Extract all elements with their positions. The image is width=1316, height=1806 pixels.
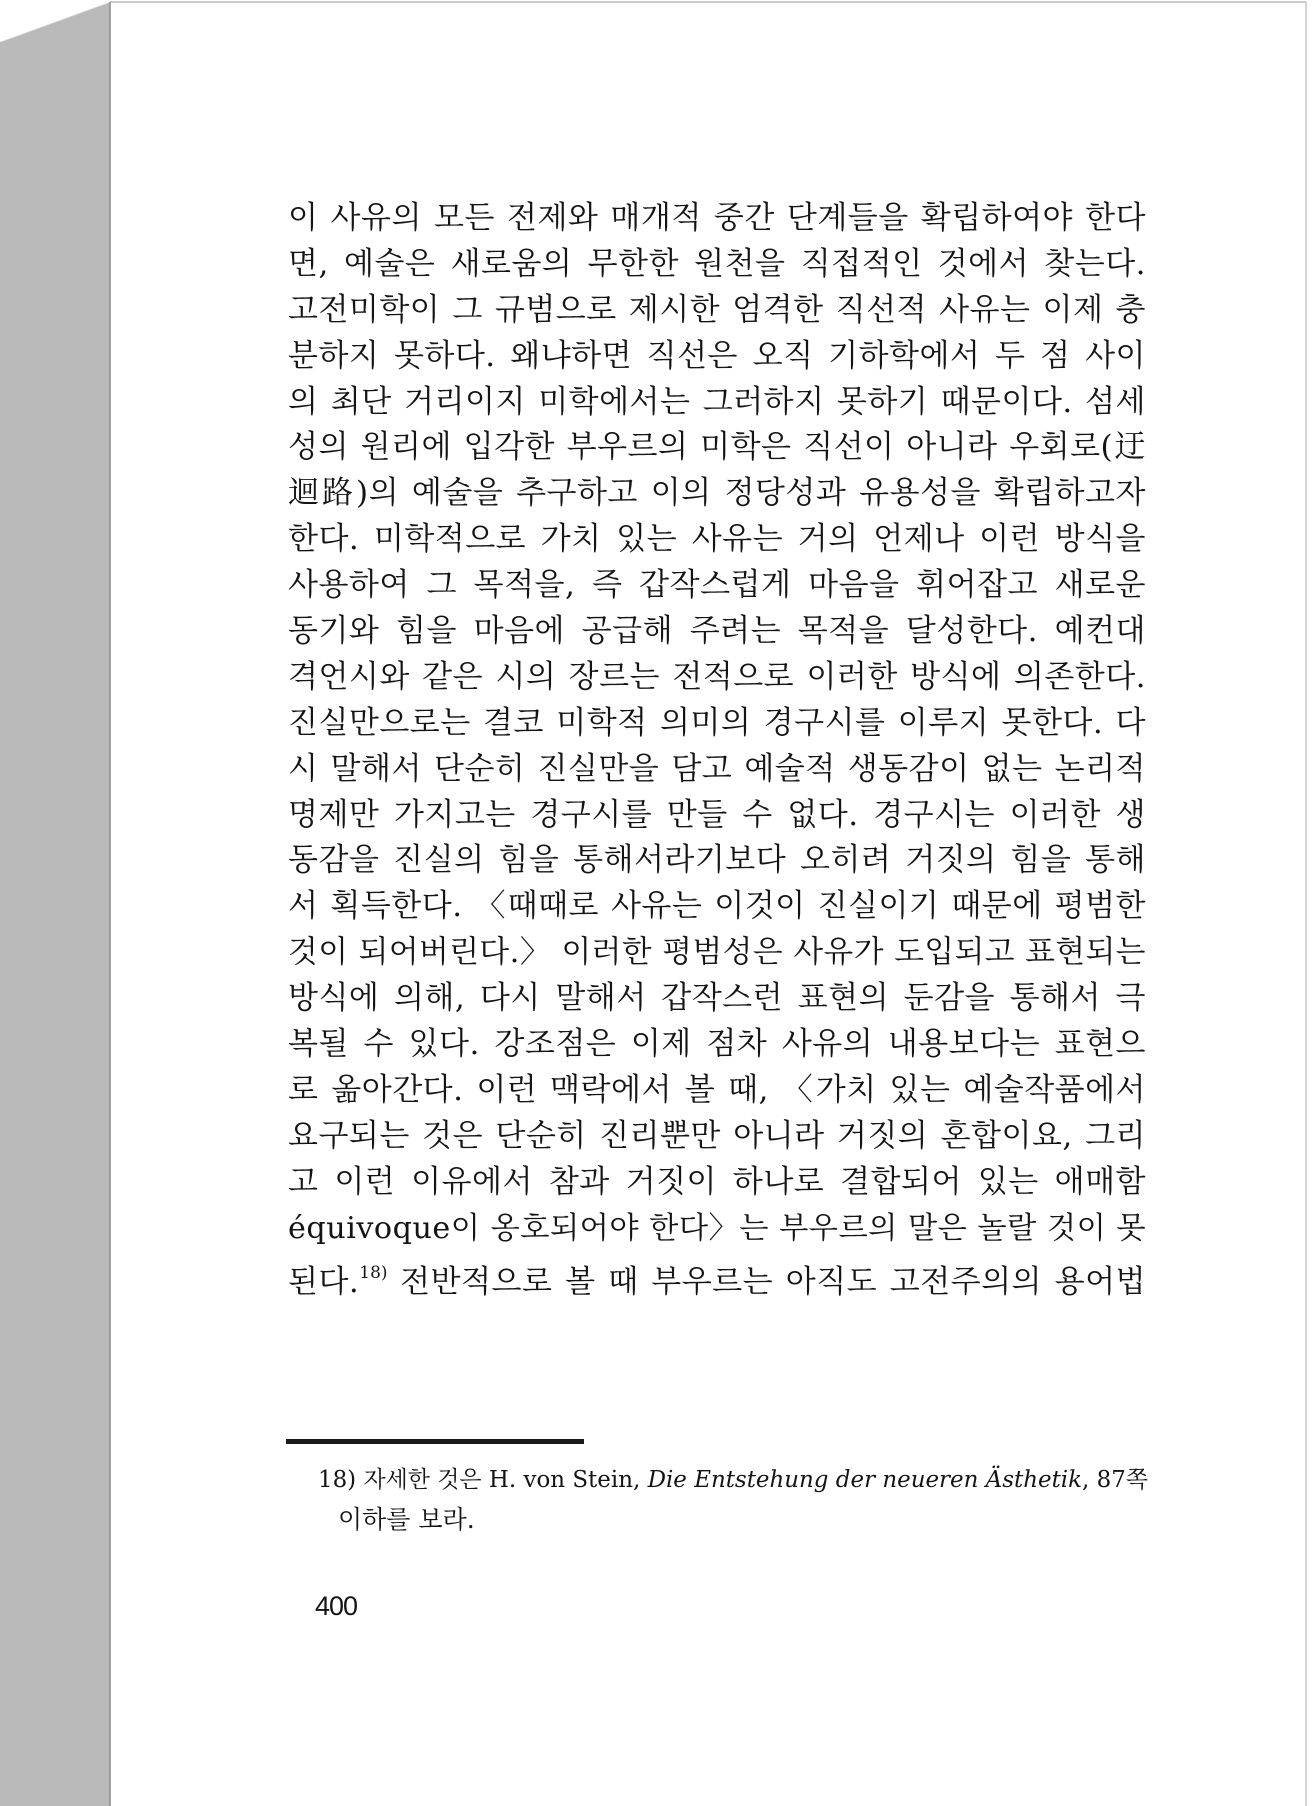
body-line: 동기와 힘을 마음에 공급해 주려는 목적을 달성한다. 예컨대 (288, 613, 1146, 650)
footnote-text-before-title: 자세한 것은 H. von Stein, (356, 1467, 648, 1493)
footnote-reference[interactable]: 18) (359, 1263, 388, 1284)
body-line: 고전미학이 그 규범으로 제시한 엄격한 직선적 사유는 이제 충 (288, 291, 1146, 328)
book-spine (0, 2, 110, 1806)
body-line: 이 사유의 모든 전제와 매개적 중간 단계들을 확립하여야 한다 (288, 200, 1146, 236)
body-line: 동감을 진실의 힘을 통해서라기보다 오히려 거짓의 힘을 통해 (288, 842, 1146, 879)
body-line: 의 최단 거리이지 미학에서는 그러하지 못하기 때문이다. 섬세 (288, 383, 1146, 420)
body-line-last-start: 된다. (288, 1264, 360, 1301)
body-line: 면, 예술은 새로움의 무한한 원천을 직접적인 것에서 찾는다. (288, 245, 1146, 282)
footnote-number: 18) (318, 1467, 357, 1493)
footnote-text-after-title: , 87쪽 (1082, 1467, 1148, 1493)
body-line: 사용하여 그 목적을, 즉 갑작스럽게 마음을 휘어잡고 새로운 (288, 567, 1146, 604)
body-line: 명제만 가지고는 경구시를 만들 수 없다. 경구시는 이러한 생 (288, 796, 1146, 833)
body-line: 迴路)의 예술을 추구하고 이의 정당성과 유용성을 확립하고자 (288, 475, 1146, 512)
body-line: 한다. 미학적으로 가치 있는 사유는 거의 언제나 이런 방식을 (288, 521, 1146, 558)
body-line: 요구되는 것은 단순히 진리뿐만 아니라 거짓의 혼합이요, 그리 (288, 1117, 1146, 1154)
body-line: 고 이런 이유에서 참과 거짓이 하나로 결합되어 있는 애매함 (288, 1163, 1146, 1200)
body-line: 진실만으로는 결코 미학적 의미의 경구시를 이루지 못한다. 다 (288, 704, 1146, 741)
body-line: 복될 수 있다. 강조점은 이제 점차 사유의 내용보다는 표현으 (288, 1026, 1146, 1063)
body-line: 시 말해서 단순히 진실만을 담고 예술적 생동감이 없는 논리적 (288, 750, 1146, 787)
body-line: 성의 원리에 입각한 부우르의 미학은 직선이 아니라 우회로(迂 (288, 429, 1146, 466)
body-line: 분하지 못하다. 왜냐하면 직선은 오직 기하학에서 두 점 사이 (288, 337, 1146, 374)
footnote-book-title: Die Entstehung der neueren Ästhetik (647, 1467, 1083, 1493)
footnote-divider (286, 1439, 584, 1444)
body-line: 서 획득한다. 〈때때로 사유는 이것이 진실이기 때문에 평범한 (288, 888, 1146, 925)
page-number: 400 (315, 1591, 358, 1621)
body-line-last-end: 전반적으로 볼 때 부우르는 아직도 고전주의의 용어법 (387, 1264, 1146, 1301)
book-page (110, 0, 1306, 1806)
body-text (288, 196, 1147, 1301)
body-line: 것이 되어버린다.〉 이러한 평범성은 사유가 도입되고 표현되는 (288, 934, 1146, 971)
body-line: 격언시와 같은 시의 장르는 전적으로 이러한 방식에 의존한다. (288, 658, 1146, 695)
body-line: équivoque이 옹호되어야 한다〉는 부우르의 말은 놀랄 것이 못 (288, 1210, 1147, 1246)
body-line: 로 옮아간다. 이런 맥락에서 볼 때, 〈가치 있는 예술작품에서 (288, 1071, 1146, 1108)
footnote (318, 1460, 1148, 1540)
footnote-continuation: 이하를 보라. (338, 1505, 475, 1534)
body-line-last (288, 1251, 1146, 1301)
footnote-line (318, 1460, 1148, 1500)
body-line: 방식에 의해, 다시 말해서 갑작스런 표현의 둔감을 통해서 극 (288, 980, 1146, 1017)
